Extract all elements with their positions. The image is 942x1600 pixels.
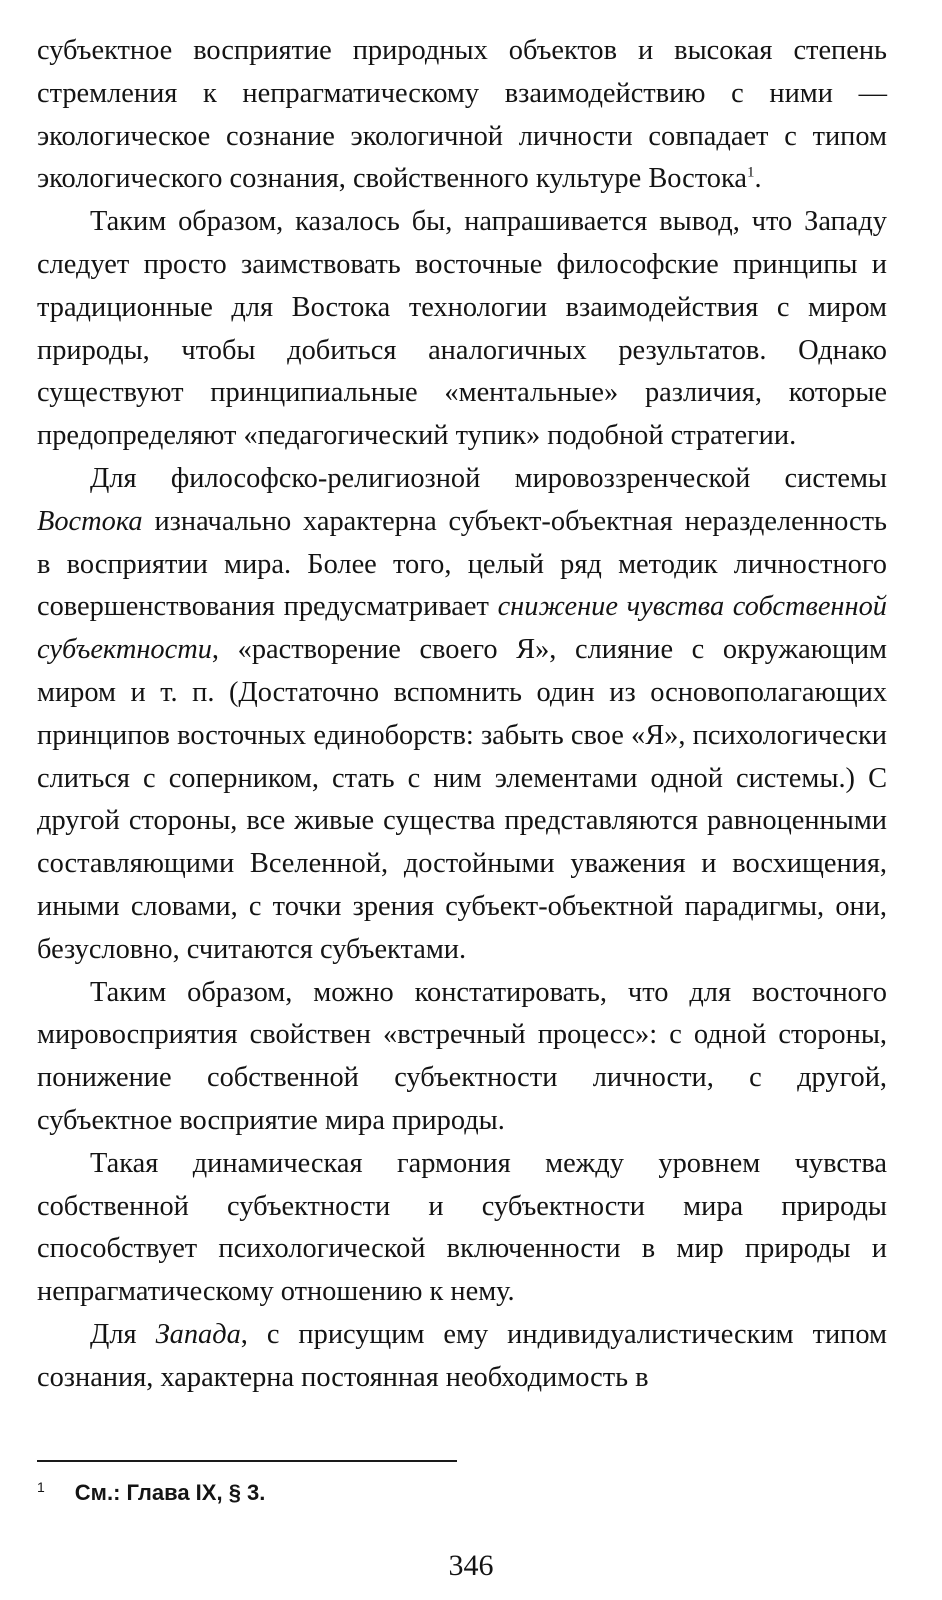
paragraph-text: Для (90, 1318, 156, 1350)
footnote-number: 1 (37, 1478, 45, 1495)
paragraph-6 (37, 1314, 887, 1400)
footnote-text: См.: Глава IX, § 3. (74, 1480, 266, 1505)
emphasis-text: Запада (155, 1318, 241, 1350)
emphasis-text: снижение чувства собственной субъектности (37, 591, 887, 666)
paragraph-1 (37, 30, 887, 201)
body-text (37, 30, 887, 1400)
paragraph-3 (37, 458, 887, 972)
paragraph-2 (37, 201, 887, 458)
paragraph-text: Таким образом, можно констатировать, что для восточного мировосприятия свойствен «встречный процесс»: с одной стороны, понижение собственной субъектности личности, с другой, субъектное восприятие мира природы. (37, 976, 887, 1136)
paragraph-text: . (754, 163, 762, 195)
page-number: 346 (448, 1549, 494, 1582)
paragraph-text: Для философско-религиозной мировоззренческой системы (90, 462, 887, 494)
paragraph-text: Такая динамическая гармония между уровнем чувства собственной субъектности и субъектности мира природы способствует психологической включенности в мир природы и непрагматическому отношению к нему. (37, 1147, 887, 1308)
paragraph-text: Таким образом, казалось бы, напрашивается вывод, что Западу следует просто заимствовать восточные философские принципы и традиционные для Востока технологии взаимодействия с миром природы, чтобы добиться аналогичных результатов. Однако существуют принципиальные «ментальные» различия, которые предопределяют «педагогический тупик» подобной стратегии. (37, 206, 887, 452)
footnote-divider (37, 1460, 457, 1462)
footnote (37, 1478, 887, 1508)
paragraph-4 (37, 972, 887, 1143)
paragraph-5 (37, 1143, 887, 1314)
paragraph-text: , «растворение своего Я», слияние с окружающим миром и т. п. (Достаточно вспомнить один из основополагающих принципов восточных единоборств: забыть свое «Я», психологически слиться с соперником, стать с ним элементами одной системы.) С другой стороны, все живые существа представляются равноценными составляющими Вселенной, достойными уважения и восхищения, иными словами, с точки зрения субъект-объектной парадигмы, они, безусловно, считаются субъектами. (37, 634, 887, 965)
footnote-reference: 1 (746, 164, 755, 181)
emphasis-text: Востока (37, 505, 143, 537)
paragraph-text: изначально характерна субъект-объектная неразделенность в восприятии мира. Более того, целый ряд методик личностного совершенствования предусматривает (37, 505, 887, 623)
paragraph-text: , с присущим ему индивидуалистическим типом сознания, характерна постоянная необходимость в (37, 1318, 887, 1393)
paragraph-text: субъектное восприятие природных объектов и высокая степень стремления к непрагматическому взаимодействию с ними — экологическое сознание экологичной личности совпадает с типом экологического сознания, свойственного культуре Востока (37, 35, 887, 195)
